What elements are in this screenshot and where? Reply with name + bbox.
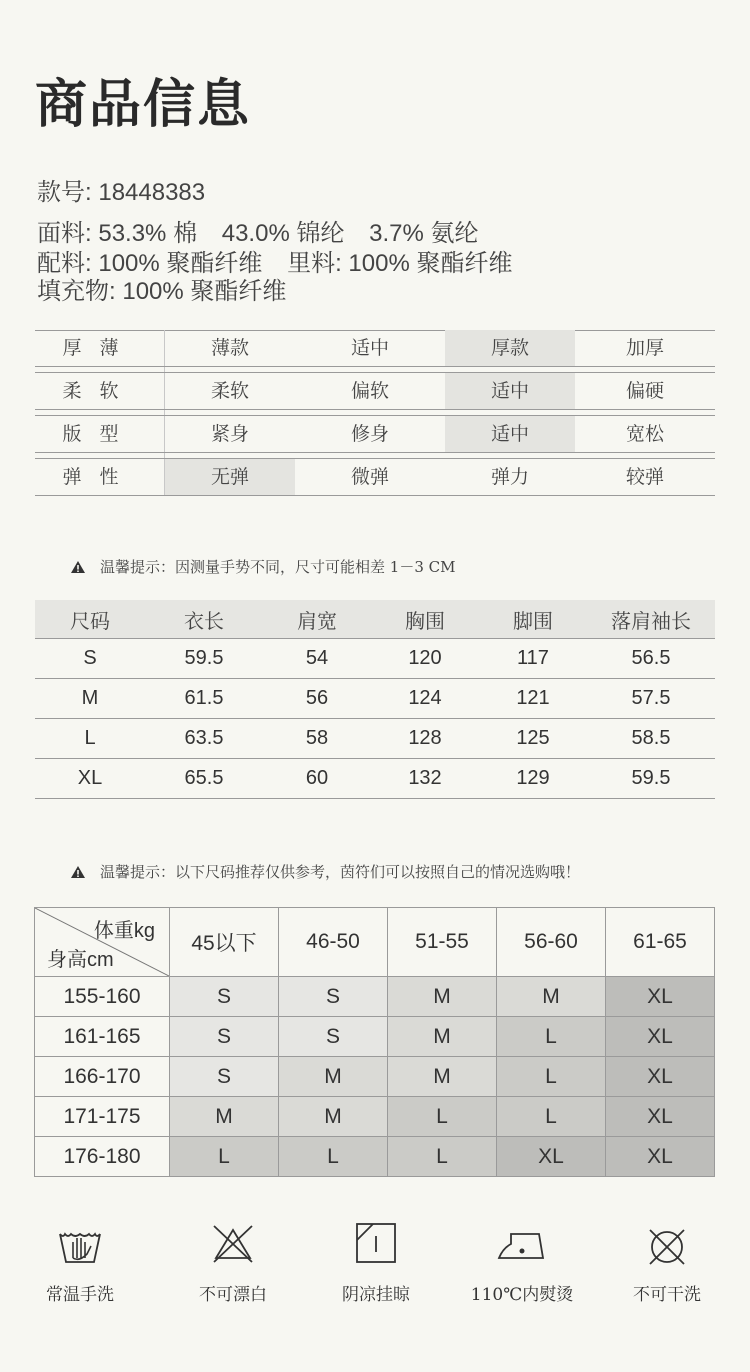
trim-label: 配料: <box>37 250 92 277</box>
attribute-option: 紧身 <box>210 423 249 445</box>
warning-icon <box>70 560 86 574</box>
attribute-option-selected: 适中 <box>445 416 575 452</box>
weight-axis-label: 体重kg <box>93 920 155 942</box>
size-cell: XL <box>606 1057 715 1097</box>
attribute-option: 宽松 <box>625 423 664 445</box>
measurement-tip-text: 温馨提示：因测量手势不同，尺寸可能相差 1－3 CM <box>100 558 456 576</box>
table-cell: 63.5 <box>145 719 263 759</box>
recommendation-tip <box>70 861 580 882</box>
table-row <box>35 1137 715 1177</box>
size-cell: L <box>279 1137 388 1177</box>
care-iron <box>462 1218 582 1305</box>
recommendation-tip-text: 温馨提示：以下尺码推荐仅供参考，茵符们可以按照自己的情况选购哦！ <box>100 863 581 881</box>
attribute-name: 弹性 <box>62 466 137 488</box>
attribute-name: 版型 <box>62 423 137 445</box>
column-header: 肩宽 <box>263 600 371 639</box>
table-cell: 56.5 <box>587 639 715 679</box>
size-cell: M <box>279 1057 388 1097</box>
table-cell: 56 <box>263 679 371 719</box>
table-row <box>35 1057 715 1097</box>
height-axis-label: 身高cm <box>47 949 114 971</box>
size-table-header <box>35 600 715 639</box>
weight-range-header: 61-65 <box>606 908 715 977</box>
table-row <box>35 679 715 719</box>
size-cell: M <box>388 977 497 1017</box>
fabric-item: 53.3% 棉 <box>98 220 198 247</box>
height-range-cell: 161-165 <box>35 1017 170 1057</box>
size-cell: L <box>497 1097 606 1137</box>
size-cell: M <box>279 1097 388 1137</box>
page-title: 商品信息 <box>35 74 252 135</box>
iron-icon <box>497 1218 547 1268</box>
fabric-item: 3.7% 氨纶 <box>369 220 479 247</box>
size-cell: XL <box>497 1137 606 1177</box>
table-row <box>35 759 715 799</box>
table-cell: 60 <box>263 759 371 799</box>
weight-range-header: 45以下 <box>170 908 279 977</box>
attribute-option-selected: 厚款 <box>445 330 575 366</box>
size-cell: XL <box>606 1017 715 1057</box>
warning-icon <box>70 865 86 879</box>
attribute-option-selected: 适中 <box>445 373 575 409</box>
attribute-option: 较弹 <box>625 466 664 488</box>
table-cell: 59.5 <box>145 639 263 679</box>
care-line-dry <box>316 1218 436 1305</box>
table-cell: 125 <box>479 719 587 759</box>
style-number-line <box>37 178 205 208</box>
column-header: 衣长 <box>145 600 263 639</box>
height-range-cell: 166-170 <box>35 1057 170 1097</box>
recommendation-header-row <box>35 908 715 977</box>
size-cell: M <box>388 1057 497 1097</box>
size-cell: S <box>279 977 388 1017</box>
size-cell: S <box>170 1057 279 1097</box>
table-cell: S <box>35 639 145 679</box>
table-row <box>35 719 715 759</box>
size-cell: L <box>170 1137 279 1177</box>
table-cell: M <box>35 679 145 719</box>
table-cell: 58 <box>263 719 371 759</box>
table-cell: 61.5 <box>145 679 263 719</box>
filling-value: 100% 聚酯纤维 <box>122 278 287 305</box>
column-header: 脚围 <box>479 600 587 639</box>
weight-range-header: 56-60 <box>497 908 606 977</box>
size-cell: M <box>388 1017 497 1057</box>
table-cell: 117 <box>479 639 587 679</box>
no-bleach-icon <box>208 1218 258 1268</box>
size-cell: S <box>170 977 279 1017</box>
trim-value: 100% 聚酯纤维 <box>98 250 263 277</box>
table-cell: XL <box>35 759 145 799</box>
care-label: 阴凉挂晾 <box>342 1285 410 1305</box>
table-row <box>35 639 715 679</box>
size-cell: S <box>170 1017 279 1057</box>
trim-line <box>37 249 512 279</box>
size-cell: L <box>388 1097 497 1137</box>
size-cell: XL <box>606 1137 715 1177</box>
height-range-cell: 155-160 <box>35 977 170 1017</box>
filling-line <box>37 277 286 307</box>
attribute-option: 偏硬 <box>625 380 664 402</box>
style-number-value: 18448383 <box>98 179 206 206</box>
attribute-option-selected: 无弹 <box>165 459 295 495</box>
column-header: 胸围 <box>371 600 479 639</box>
height-range-cell: 176-180 <box>35 1137 170 1177</box>
table-cell: 58.5 <box>587 719 715 759</box>
weight-range-header: 46-50 <box>279 908 388 977</box>
attribute-option: 加厚 <box>625 337 664 359</box>
size-cell: M <box>497 977 606 1017</box>
table-cell: 129 <box>479 759 587 799</box>
column-header: 落肩袖长 <box>587 600 715 639</box>
table-cell: 124 <box>371 679 479 719</box>
table-cell: 59.5 <box>587 759 715 799</box>
fabric-item: 43.0% 锦纶 <box>221 220 345 247</box>
care-label: 不可漂白 <box>199 1285 267 1305</box>
attribute-option: 柔软 <box>210 380 249 402</box>
size-table <box>35 600 715 799</box>
care-no-dry-clean <box>607 1218 727 1305</box>
table-cell: 121 <box>479 679 587 719</box>
fabric-label: 面料: <box>37 220 92 247</box>
care-label: 110℃内熨烫 <box>470 1285 574 1305</box>
table-cell: 128 <box>371 719 479 759</box>
size-cell: L <box>497 1017 606 1057</box>
size-cell: S <box>279 1017 388 1057</box>
care-no-bleach <box>173 1218 293 1305</box>
attribute-option: 修身 <box>350 423 389 445</box>
size-recommendation-table <box>34 907 715 1177</box>
care-label: 常温手洗 <box>46 1285 114 1305</box>
attribute-table <box>35 330 715 502</box>
size-cell: XL <box>606 1097 715 1137</box>
table-cell: 54 <box>263 639 371 679</box>
height-range-cell: 171-175 <box>35 1097 170 1137</box>
table-row <box>35 977 715 1017</box>
line-dry-shade-icon <box>351 1218 401 1268</box>
no-dry-clean-icon <box>642 1218 692 1268</box>
table-cell: 57.5 <box>587 679 715 719</box>
diagonal-header-cell <box>35 908 170 977</box>
attribute-option: 适中 <box>350 337 389 359</box>
table-row <box>35 1017 715 1057</box>
table-cell: 120 <box>371 639 479 679</box>
table-row <box>35 1097 715 1137</box>
column-header: 尺码 <box>35 600 145 639</box>
style-number-label: 款号: <box>37 179 92 206</box>
table-cell: L <box>35 719 145 759</box>
size-cell: XL <box>606 977 715 1017</box>
size-cell: L <box>388 1137 497 1177</box>
attribute-name: 厚薄 <box>62 337 137 359</box>
filling-label: 填充物: <box>37 278 116 305</box>
size-cell: M <box>170 1097 279 1137</box>
attribute-option: 弹力 <box>490 466 529 488</box>
attribute-option: 偏软 <box>350 380 389 402</box>
care-label: 不可干洗 <box>633 1285 701 1305</box>
fabric-line <box>37 219 479 249</box>
lining-label: 里料: <box>287 250 342 277</box>
attribute-option: 微弹 <box>350 466 389 488</box>
attribute-name: 柔软 <box>62 380 137 402</box>
size-cell: L <box>497 1057 606 1097</box>
table-cell: 65.5 <box>145 759 263 799</box>
weight-range-header: 51-55 <box>388 908 497 977</box>
measurement-tip <box>70 556 455 577</box>
attribute-option: 薄款 <box>210 337 249 359</box>
table-cell: 132 <box>371 759 479 799</box>
lining-value: 100% 聚酯纤维 <box>348 250 513 277</box>
care-hand-wash <box>20 1218 140 1305</box>
hand-wash-icon <box>55 1218 105 1268</box>
